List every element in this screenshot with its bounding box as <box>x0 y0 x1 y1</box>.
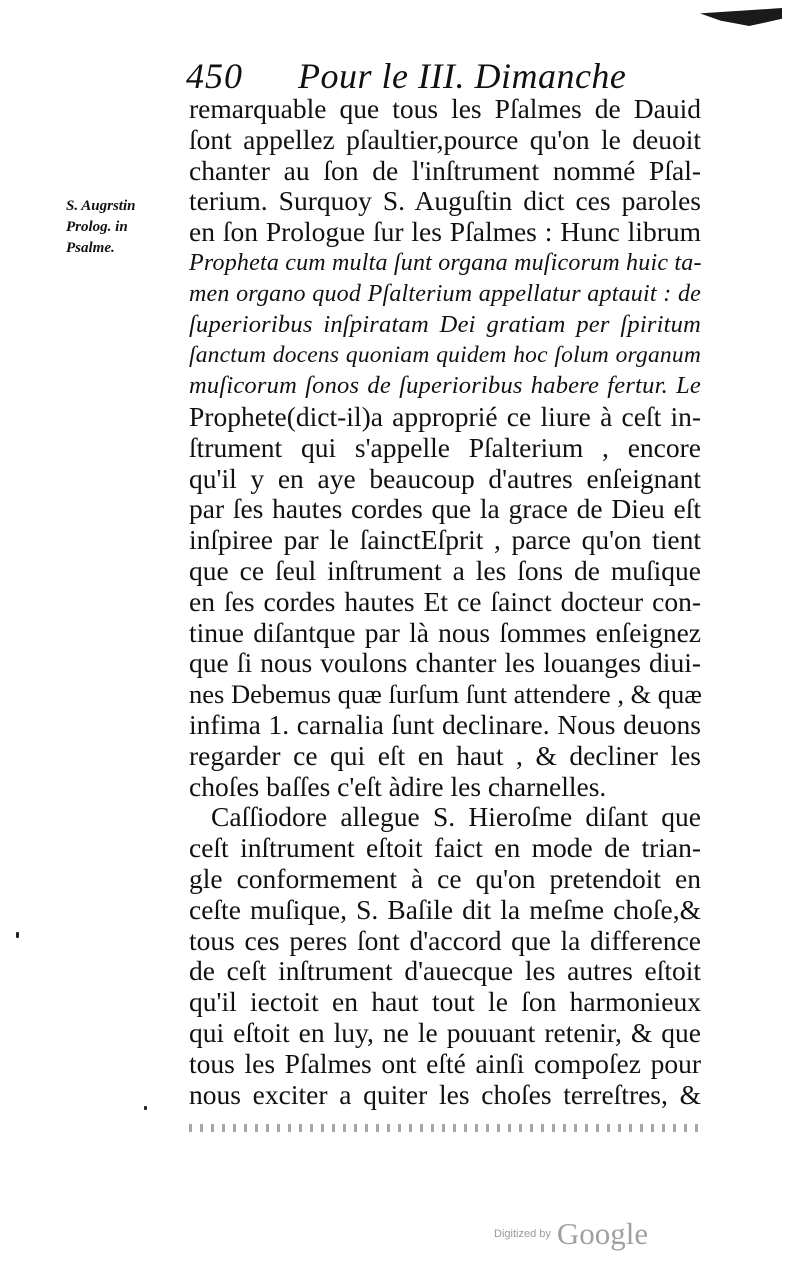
text-line: ſtrument qui s'appelle Pſalterium , encore <box>189 431 701 463</box>
body-text <box>189 94 701 1110</box>
text-line: en ſes cordes hautes Et ce ſainct docteur con- <box>189 585 701 617</box>
text-line: tous ces peres ſont d'accord que la difference <box>189 924 701 956</box>
text-line: par ſes hautes cordes que la grace de Dieu eſt <box>189 493 701 525</box>
text-line: nes Debemus quæ ſurſum ſunt attendere , & quæ <box>189 679 702 710</box>
text-line: qui eſtoit en luy, ne le pouuant retenir, & que <box>189 1016 701 1048</box>
text-line: ſuperioribus inſpiratam Dei gratiam per ſpiritum <box>189 310 701 338</box>
text-line: muſicorum ſonos de ſuperioribus habere fertur. Le <box>189 372 701 400</box>
text-line: Caſſiodore allegue S. Hieroſme diſant que <box>211 801 701 833</box>
text-line: infima 1. carnalia ſunt declinare. Nous deuons <box>189 708 701 740</box>
margin-note-line: Prolog. in <box>66 219 128 235</box>
text-line: regarder ce qui eſt en haut , & decliner les <box>189 739 701 771</box>
watermark-prefix: Digitized by <box>494 1228 551 1240</box>
text-line: que ſi nous voulons chanter les louanges diui- <box>189 647 701 679</box>
text-line: ſanctum docens quoniam quidem hoc ſolum organum <box>189 342 701 369</box>
margin-note-line: S. Augrstin <box>66 198 136 214</box>
text-line: inſpiree par le ſainctEſprit , parce qu'on tient <box>189 524 701 556</box>
text-line: qu'il y en aye beaucoup d'autres enſeignant <box>189 462 701 494</box>
text-line: tous les Pſalmes ont eſté ainſi compoſez pour <box>189 1047 701 1079</box>
page-corner-mark <box>700 8 782 26</box>
text-line: ceſt inſtrument eſtoit faict en mode de trian- <box>189 832 701 864</box>
cut-off-line-remnant <box>189 1124 701 1132</box>
text-line: nous exciter a quiter les choſes terreſtres, & <box>189 1078 701 1110</box>
text-line: en ſon Prologue ſur les Pſalmes : Hunc librum <box>189 216 701 248</box>
margin-note <box>66 196 186 259</box>
text-line: choſes baſſes c'eſt àdire les charnelles. <box>189 770 607 802</box>
text-line: terium. Surquoy S. Auguſtin dict ces paroles <box>189 185 701 217</box>
page-number: 450 <box>186 56 243 96</box>
running-head <box>180 52 700 96</box>
text-line: gle conformement à ce qu'on pretendoit en <box>189 862 701 894</box>
text-line: chanter au ſon de l'inſtrument nommé Pſal- <box>189 154 701 186</box>
text-line: remarquable que tous les Pſalmes de Dauid <box>189 93 701 124</box>
text-line: Prophete(dict-il)a approprié ce liure à ceſt in- <box>189 400 701 432</box>
text-line: ſont appellez pſaultier,pource qu'on le deuoit <box>189 123 701 155</box>
digitized-watermark <box>494 1216 648 1256</box>
text-line: de ceſt inſtrument d'auecque les autres eſtoit <box>189 955 701 987</box>
text-line: ceſte muſique, S. Baſile dit la meſme choſe,& <box>189 893 701 925</box>
text-line: qu'il iectoit en haut tout le ſon harmonieux <box>189 986 701 1018</box>
text-line: tinue diſantque par là nous ſommes enſeignez <box>189 616 701 648</box>
ink-speck <box>144 1106 147 1110</box>
margin-note-line: Psalme. <box>66 240 115 256</box>
text-line: men organo quod Pſalterium appellatur aptauit : de <box>189 280 701 307</box>
text-line: que ce ſeul inſtrument a les ſons de muſique <box>189 554 701 586</box>
watermark-brand: Google <box>556 1216 649 1251</box>
header-title: Pour le III. Dimanche <box>298 56 627 96</box>
text-line: Propheta cum multa ſunt organa muſicorum huic ta- <box>189 249 702 276</box>
ink-speck <box>16 932 19 938</box>
